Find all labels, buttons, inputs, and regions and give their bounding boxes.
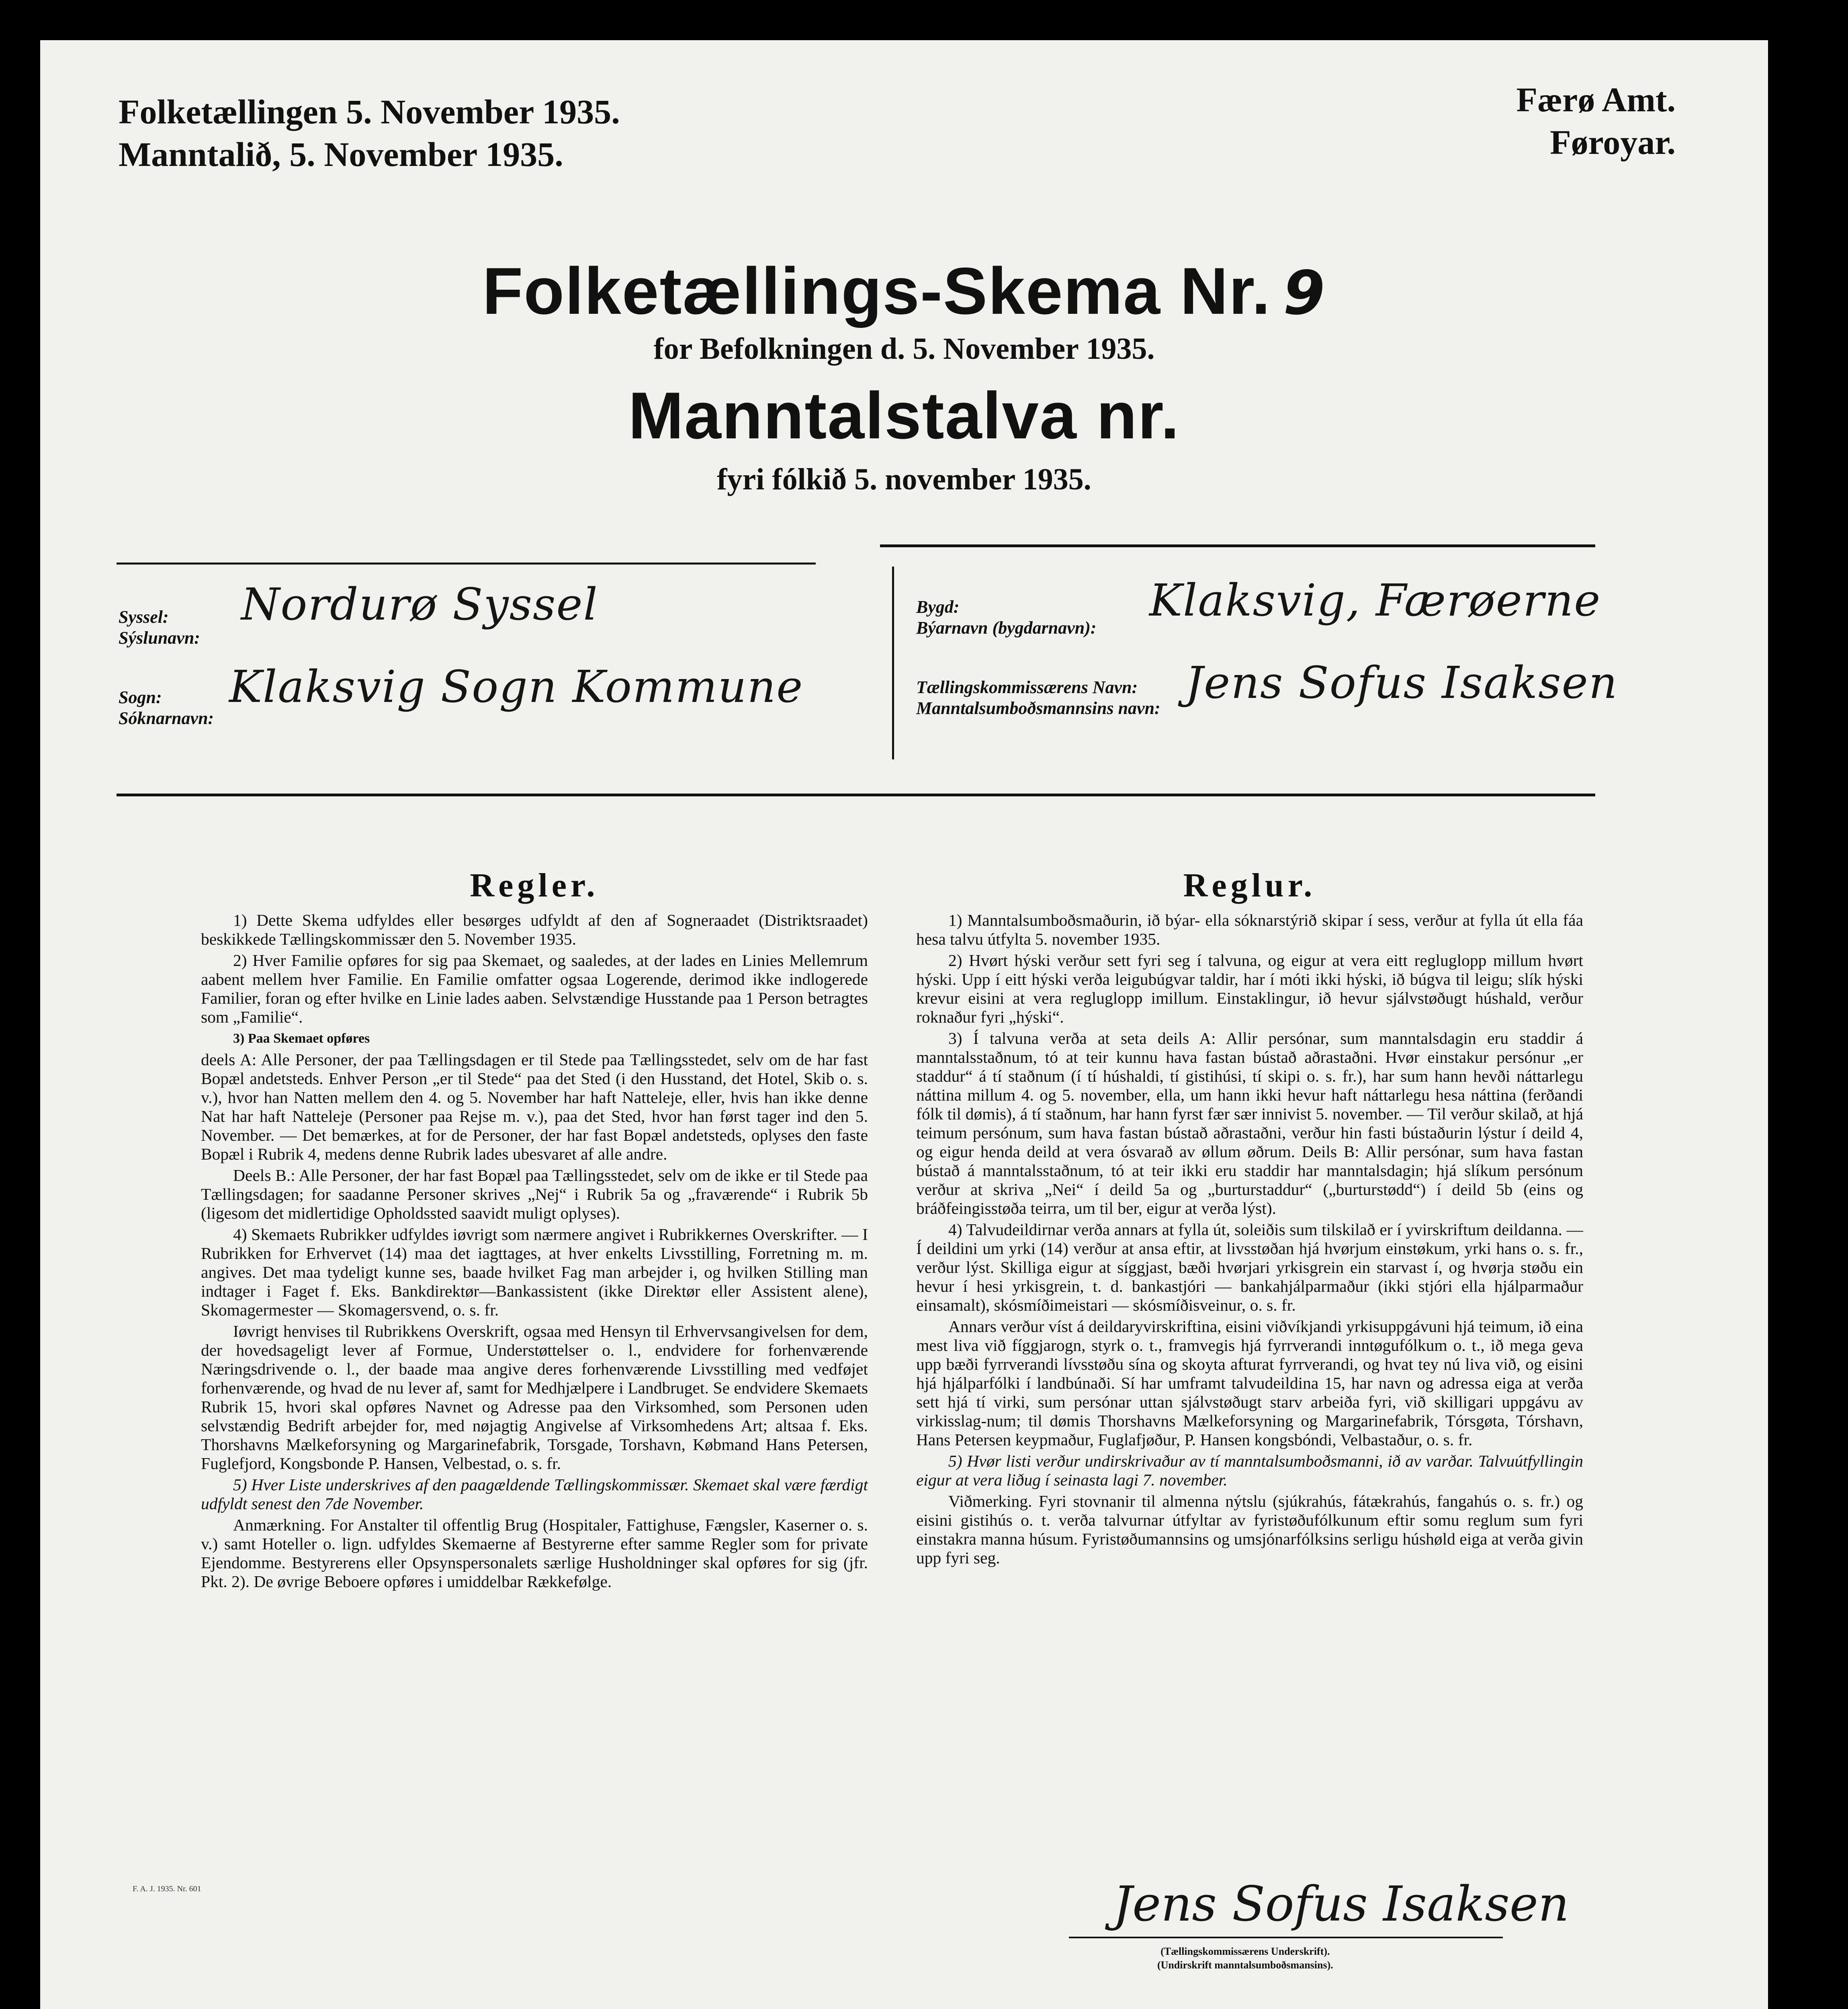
reglur-paragraph: 1) Manntalsumboðsmaðurin, ið býar- ella sóknarstýrið skipar í sess, verður at fylla út ella fáa hesa talvu útfylta 5. november 1935.	[916, 911, 1583, 948]
reglur-paragraph: Annars verður víst á deildaryvirskriftina, eisini viðvíkjandi yrkisuppgávuni hjá teimum, ið eina mest liva við fíggjarogn, styrk o. t., framvegis hjá fyrrverandi inntøgufólkum o. t., ið mega geva upp bæði fyrrverandi lívsstøðu sína og skoyta afturat fyrrverandi, og hvat tey nú liva við, og eisini hjá hjálparfólki í landbúnaði. Sí har umframt talvudeildina 15, har navn og adressa eiga at verða sett hjá tí virki, sum persónar uttan sjálvstøðugt starv arbeiða fyri, við skilligari uppgávu av virkisslag-num; til dømis Thorshavns Mælkeforsyning og Margarinefabrik, Tórsgøta, Tórshavn, Hans Petersen keypmaður, Fuglafjøður, P. Hansen kongsbóndi, Velbastaður, o. s. fr.	[916, 1317, 1583, 1449]
bygd-label: Bygd: Býarnavn (bygdarnavn):	[916, 597, 1097, 638]
regler-paragraph: 4) Skemaets Rubrikker udfyldes iøvrigt som nærmere angivet i Rubrikkernes Overskrifter. — I Rubrikken for Erhvervet (14) maa det iagttages, at hver enkelts Livsstilling, Forretning m. m. angives. Det maa tydeligt kunne ses, baade hvilket Fag man arbejder i, og hvilken Stilling man indtager i Faget f. Eks. Bankdirektør—Bankassistent (ikke Direktør eller Assistent alene), Skomagermester — Skomagersvend, o. s. fr.	[201, 1225, 868, 1319]
header-faroese-line: Manntalið, 5. November 1935.	[119, 135, 563, 174]
header-amt: Færø Amt.	[1516, 80, 1676, 119]
reglur-paragraph: 3) Í talvuna verða at seta deils A: Allir persónar, sum manntalsdagin eru staddir á manntalsstaðnum, tó at teir kunnu hava fastan bústað aðrastaðni. Hvør einstakur persónur „er staddur“ á tí staðnum (í tí húshaldi, tí gistihúsi, tí skipi o. s. fr.), har sum hann hevði náttarlegu náttina millum 4. og 5. november, ella, um hann ikki hevur haft náttarlegu hesa náttina (ferðandi fólk til dømis), á tí staðnum, har hann fyrst fær sær innivist 5. november. — Til verður skilað, at hjá teimum persónum, sum hava fastan bústað aðrastaðni, verður hin fasti bústaðurin lýstur í deild 4, og eigur henda deild at vera ósvarað av øllum øðrum. Deils B: Allir persónar, sum hava fastan bústað á manntalsstaðnum, tó at teir ikki eru staddir har manntalsdagin; hjá slíkum persónum verður at skriva „Nei“ í deild 5a og „burturstaddur“ („burturstødd“) í deild 5b (eins og bráðfeingisstøða teirra, um til ber, eigur at verða lýst).	[916, 1029, 1583, 1217]
reglur-heading: Reglur.	[1183, 867, 1316, 904]
regler-paragraph: deels A: Alle Personer, der paa Tællingsdagen er til Stede paa Tællingsstedet, selv om de har fast Bopæl andetsteds. Enhver Person „er til Stede“ paa det Sted (i den Husstand, det Hotel, Skib o. s. v.), hvor han Natten mellem den 4. og 5. November har haft Natteleje, eller, hvis han ikke denne Nat har haft Natteleje (Personer paa Rejse m. v.), paa det Sted, hvor han først tager ind den 5. November. — Det bemærkes, at for de Personer, der har fast Bopæl andetsteds, oplyses den faste Bopæl i Rubrik 4, medens denne Rubrik lades ubesvaret af alle andre.	[201, 1050, 868, 1163]
kommissaer-label: Tællingskommissærens Navn: Manntalsumboðsmannsins navn:	[916, 677, 1160, 718]
form-title-faroese: Manntalstalva nr.	[628, 378, 1180, 452]
form-subtitle-faroese: fyri fólkið 5. november 1935.	[717, 462, 1091, 496]
syssel-value-handwritten: Nordurø Syssel	[241, 579, 598, 630]
reglur-note: Viðmerking. Fyri stovnanir til almenna nýtslu (sjúkrahús, fátækrahús, fangahús o. s. fr.) og eisini gistihús o. t. verða talvurnar útfyltar av fyristøðufólkunum eftir somu reglum sum fyri einstakra manna húsum. Fyristøðumannsins og umsjónarfólksins serligu húshøld eiga at verða givin upp fyri seg.	[916, 1492, 1583, 1567]
regler-paragraph: 2) Hver Familie opføres for sig paa Skemaet, og saaledes, at der lades en Linies Mellemrum aabent mellem hver Familie. En Familie omfatter ogsaa Logerende, derimod ikke indlogerede Familier, foran og efter hvilke en Linie lades aaben. Selvstændige Husstande paa 1 Person betragtes som „Familie“.	[201, 951, 868, 1026]
signature-handwritten: Jens Sofus Isaksen	[1113, 1876, 1570, 1932]
reglur-paragraph: 4) Talvudeildirnar verða annars at fylla út, soleiðis sum tilskilað er í yvirskriftum deildanna. — Í deildini um yrki (14) verður at ansa eftir, at livsstøðan hjá hvørjum einstøkum, yrki hans o. s. fr., verður lýst. Skilliga eigur at síggjast, bæði hvørjari yrkisgrein ein starvast í, og hvørja støðu ein hevur í hesi yrkisgrein, t. d. bankastjóri — bankahjálparmaður (ikki stjóri ella hjálparmaður einsamalt), skósmíðimeistari — skósmíðisveinur, o. s. fr.	[916, 1220, 1583, 1314]
reglur-paragraph: 2) Hvørt hýski verður sett fyri seg í talvuna, og eigur at vera eitt regluglopp millum hvørt hýski. Upp í eitt hýski verða leigubúgvar taldir, har í móti ikki hýski, ið búgva til leigu; slík hýski krevur eisini at vera regluglopp imillum. Einstaklingur, ið hevur sjálvstøðugt húshald, verður roknaður fyri „hýski“.	[916, 951, 1583, 1026]
signature-caption: (Tællingskommissærens Underskrift). (Undirskrift manntalsumboðsmansins).	[1157, 1946, 1333, 1971]
form-title-text: Folketællings-Skema Nr.	[482, 254, 1271, 328]
header-danish-line: Folketællingen 5. November 1935.	[119, 92, 620, 131]
form-number-handwritten: 9	[1283, 258, 1326, 328]
kommissaer-value-handwritten: Jens Sofus Isaksen	[1185, 657, 1618, 708]
header-left	[119, 90, 620, 176]
regler-column	[201, 867, 868, 1594]
field-divider	[892, 567, 894, 759]
regler-paragraph: Iøvrigt henvises til Rubrikkens Overskrift, ogsaa med Hensyn til Erhvervsangivelsen for dem, der hovedsageligt lever af Formue, Understøttelser o. l., endvidere for forhenværende Næringsdrivende o. l., der baade maa angive deres forhenværende Livsstilling med vedføjet forhenværende, og hvad de nu lever af, samt for Medhjælpere i Landbruget. Se endvidere Skemaets Rubrik 15, hvori skal opføres Navnet og Adresse paa den Virksomhed, som Personen uden selvstændig Bedrift arbejder for, med nøjagtig Angivelse af Virksomhedens Art; altsaa f. Eks. Thorshavns Mælkeforsyning og Margarinefabrik, Torsgade, Torshavn, Købmand Hans Petersen, Fuglefjord, Kongsbonde P. Hansen, Velbestad, o. s. fr.	[201, 1322, 868, 1473]
form-subtitle-danish: for Befolkningen d. 5. November 1935.	[653, 332, 1155, 366]
top-rule-right	[880, 544, 1595, 547]
top-rule-left	[117, 563, 816, 565]
reglur-column	[916, 867, 1583, 1570]
regler-note: Anmærkning. For Anstalter til offentlig Brug (Hospitaler, Fattighuse, Fængsler, Kaserner o. s. v.) samt Hoteller o. lign. udfyldes Skemaerne af Bestyrerne efter samme Regler som for private Ejendomme. Bestyrerens eller Opsynspersonalets særlige Husholdninger skal opføres for sig (jfr. Pkt. 2). De øvrige Beboere opføres i umiddelbar Rækkefølge.	[201, 1516, 868, 1591]
regler-paragraph: 5) Hver Liste underskrives af den paagældende Tællingskommissær. Skemaet skal være færdigt udfyldt senest den 7de November.	[201, 1475, 868, 1513]
form-title	[40, 253, 1768, 329]
regler-heading: Regler.	[470, 867, 599, 904]
census-form-page	[40, 40, 1768, 2009]
reglur-paragraph: 5) Hvør listi verður undirskrivaður av tí manntalsumboðsmanni, ið av varðar. Talvuútfyllingin eigur at vera liðug í seinasta lagi 7. november.	[916, 1452, 1583, 1489]
bygd-value-handwritten: Klaksvig, Færøerne	[1149, 575, 1601, 626]
regler-paragraph: 1) Dette Skema udfyldes eller besørges udfyldt af den af Sogneraadet (Distriktsraadet) beskikkede Tællingskommissær den 5. November 1935.	[201, 911, 868, 948]
sogn-label: Sogn: Sóknarnavn:	[119, 687, 214, 728]
header-right	[1516, 78, 1676, 164]
regler-paragraph: 3) Paa Skemaet opføres	[233, 1031, 370, 1046]
bottom-rule	[117, 794, 1595, 796]
syssel-label: Syssel: Sýslunavn:	[119, 607, 200, 648]
regler-paragraph: Deels B.: Alle Personer, der har fast Bopæl paa Tællingsstedet, selv om de ikke er til Stede paa Tællingsdagen; for saadanne Personer skrives „Nej“ i Rubrik 5a og „fraværende“ i Rubrik 5b (ligesom det midlertidige Opholdssted saavidt muligt oplyses).	[201, 1166, 868, 1222]
print-mark: F. A. J. 1935. Nr. 601	[133, 1884, 201, 1893]
header-foroyar: Føroyar.	[1550, 123, 1676, 162]
sogn-value-handwritten: Klaksvig Sogn Kommune	[229, 661, 804, 712]
signature-line	[1069, 1937, 1503, 1938]
